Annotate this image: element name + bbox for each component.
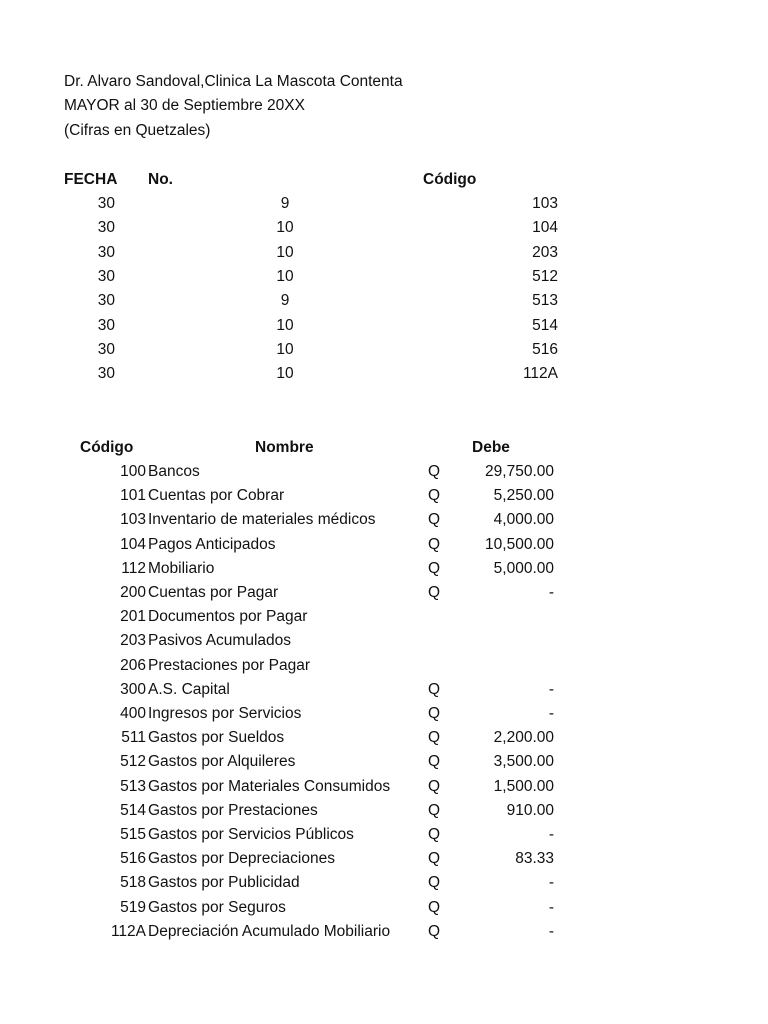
- fecha-cell: 30: [97, 267, 115, 285]
- account-name-cell: Gastos por Depreciaciones: [148, 850, 335, 868]
- currency-symbol-cell: Q: [427, 826, 441, 843]
- currency-symbol-cell: Q: [427, 729, 441, 747]
- account-code-cell: 514: [120, 801, 146, 819]
- account-code-cell: 206: [120, 656, 146, 674]
- account-code-cell: 516: [120, 850, 146, 868]
- debe-amount-cell: 29,750.00: [485, 463, 554, 480]
- table2-row: [0, 582, 768, 606]
- codigo-cell: 514: [532, 316, 558, 334]
- debe-amount-cell: -: [548, 922, 554, 940]
- codigo-cell: 112A: [522, 365, 558, 383]
- account-name-cell: Cuentas por Cobrar: [148, 487, 285, 505]
- debe-amount-cell: 1,500.00: [493, 777, 554, 795]
- currency-symbol-cell: Q: [427, 680, 441, 698]
- debe-amount-cell: 83.33: [515, 850, 554, 868]
- table2-row: [0, 776, 768, 800]
- debe-amount-cell: -: [548, 874, 554, 892]
- table2-row: [0, 679, 768, 703]
- account-name-cell: Mobiliario: [148, 559, 215, 577]
- currency-symbol-cell: Q: [427, 753, 441, 771]
- table2-row: [0, 606, 768, 630]
- account-code-cell: 511: [121, 729, 146, 747]
- account-code-cell: 103: [120, 511, 146, 529]
- debe-amount-cell: 10,500.00: [485, 535, 554, 553]
- codigo-cell: 513: [532, 292, 558, 310]
- currency-symbol-cell: Q: [427, 535, 441, 553]
- account-name-cell: Gastos por Materiales Consumidos: [148, 777, 391, 795]
- account-name-cell: Gastos por Prestaciones: [148, 801, 318, 819]
- account-name-cell: Inventario de materiales médicos: [148, 511, 376, 529]
- table2-row: [0, 509, 768, 533]
- debe-amount-cell: 4,000.00: [493, 511, 554, 529]
- table2-row: [0, 824, 768, 848]
- account-code-cell: 112A: [110, 922, 146, 940]
- table1-row: [0, 266, 768, 290]
- currency-symbol-cell: Q: [427, 463, 441, 480]
- table1-header-no: No.: [148, 171, 173, 188]
- table2-row: [0, 534, 768, 558]
- account-code-cell: 515: [120, 826, 146, 843]
- account-code-cell: 201: [120, 608, 146, 626]
- table2-header-debe: Debe: [472, 439, 510, 456]
- account-name-cell: Gastos por Seguros: [148, 898, 286, 916]
- currency-symbol-cell: Q: [427, 559, 441, 577]
- debe-amount-cell: -: [548, 826, 554, 843]
- table1-row: [0, 339, 768, 363]
- table2-row: [0, 872, 768, 896]
- fecha-cell: 30: [97, 340, 115, 358]
- table2-header-nombre: Nombre: [255, 439, 314, 456]
- debe-amount-cell: 910.00: [506, 801, 554, 819]
- currency-note: (Cifras en Quetzales): [64, 122, 211, 139]
- account-code-cell: 112: [121, 559, 146, 577]
- account-name-cell: Prestaciones por Pagar: [148, 656, 310, 674]
- currency-symbol-cell: Q: [427, 705, 441, 722]
- account-code-cell: 513: [120, 777, 146, 795]
- document-subtitle: MAYOR al 30 de Septiembre 20XX: [64, 97, 305, 114]
- account-name-cell: A.S. Capital: [148, 680, 230, 698]
- debe-amount-cell: 5,000.00: [493, 559, 554, 577]
- account-name-cell: Gastos por Alquileres: [148, 753, 296, 771]
- codigo-cell: 203: [532, 243, 558, 261]
- debe-amount-cell: 5,250.00: [493, 487, 554, 505]
- table1-row: [0, 193, 768, 217]
- currency-symbol-cell: Q: [427, 898, 441, 916]
- account-code-cell: 203: [120, 632, 146, 650]
- account-name-cell: Ingresos por Servicios: [148, 705, 302, 722]
- debe-amount-cell: 2,200.00: [493, 729, 554, 747]
- account-name-cell: Gastos por Servicios Públicos: [148, 826, 354, 843]
- fecha-cell: 30: [97, 219, 115, 237]
- account-name-cell: Gastos por Publicidad: [148, 874, 300, 892]
- currency-symbol-cell: Q: [427, 850, 441, 868]
- currency-symbol-cell: Q: [427, 584, 441, 601]
- table1-header-codigo: Código: [423, 171, 477, 188]
- currency-symbol-cell: Q: [427, 801, 441, 819]
- fecha-cell: 30: [97, 365, 115, 383]
- table1-header-fecha: FECHA: [64, 171, 118, 188]
- codigo-cell: 516: [532, 340, 558, 358]
- no-cell: 10: [276, 365, 294, 383]
- account-code-cell: 519: [120, 898, 146, 916]
- account-code-cell: 104: [120, 535, 146, 553]
- account-name-cell: Gastos por Sueldos: [148, 729, 285, 747]
- table1-row: [0, 363, 768, 387]
- account-name-cell: Cuentas por Pagar: [148, 584, 279, 601]
- account-code-cell: 512: [120, 753, 146, 771]
- account-name-cell: Pagos Anticipados: [148, 535, 276, 553]
- fecha-cell: 30: [97, 195, 115, 212]
- no-cell: 9: [280, 292, 290, 310]
- debe-amount-cell: -: [548, 680, 554, 698]
- debe-amount-cell: -: [548, 898, 554, 916]
- fecha-cell: 30: [97, 243, 115, 261]
- no-cell: 9: [280, 195, 290, 212]
- table1-row: [0, 242, 768, 266]
- account-code-cell: 200: [120, 584, 146, 601]
- currency-symbol-cell: Q: [427, 922, 441, 940]
- table2-row: [0, 848, 768, 872]
- fecha-cell: 30: [97, 292, 115, 310]
- debe-amount-cell: -: [548, 705, 554, 722]
- table2-row: [0, 751, 768, 775]
- currency-symbol-cell: Q: [427, 777, 441, 795]
- no-cell: 10: [276, 243, 294, 261]
- account-code-cell: 518: [120, 874, 146, 892]
- account-code-cell: 300: [120, 680, 146, 698]
- debe-amount-cell: -: [548, 584, 554, 601]
- table1-row: [0, 315, 768, 339]
- table2-row: [0, 921, 768, 945]
- table2-row: [0, 558, 768, 582]
- codigo-cell: 512: [532, 267, 558, 285]
- account-name-cell: Bancos: [148, 463, 200, 480]
- codigo-cell: 104: [532, 219, 558, 237]
- account-code-cell: 101: [120, 487, 146, 505]
- no-cell: 10: [276, 219, 294, 237]
- table2-row: [0, 485, 768, 509]
- no-cell: 10: [276, 267, 294, 285]
- table1-row: [0, 290, 768, 314]
- currency-symbol-cell: Q: [427, 511, 441, 529]
- table2-row: [0, 461, 768, 485]
- no-cell: 10: [276, 340, 294, 358]
- table2-row: [0, 727, 768, 751]
- table2-row: [0, 897, 768, 921]
- debe-amount-cell: 3,500.00: [493, 753, 554, 771]
- codigo-cell: 103: [532, 195, 558, 212]
- table1-row: [0, 217, 768, 241]
- currency-symbol-cell: Q: [427, 487, 441, 505]
- account-code-cell: 400: [120, 705, 146, 722]
- table2-row: [0, 703, 768, 727]
- table2-row: [0, 630, 768, 654]
- document-title: Dr. Alvaro Sandoval,Clinica La Mascota Contenta: [64, 73, 403, 90]
- fecha-cell: 30: [97, 316, 115, 334]
- account-code-cell: 100: [120, 463, 146, 480]
- currency-symbol-cell: Q: [427, 874, 441, 892]
- no-cell: 10: [276, 316, 294, 334]
- account-name-cell: Pasivos Acumulados: [148, 632, 292, 650]
- account-name-cell: Depreciación Acumulado Mobiliario: [148, 922, 391, 940]
- account-name-cell: Documentos por Pagar: [148, 608, 308, 626]
- table2-row: [0, 655, 768, 679]
- table2-header-codigo: Código: [80, 439, 134, 456]
- table2-row: [0, 800, 768, 824]
